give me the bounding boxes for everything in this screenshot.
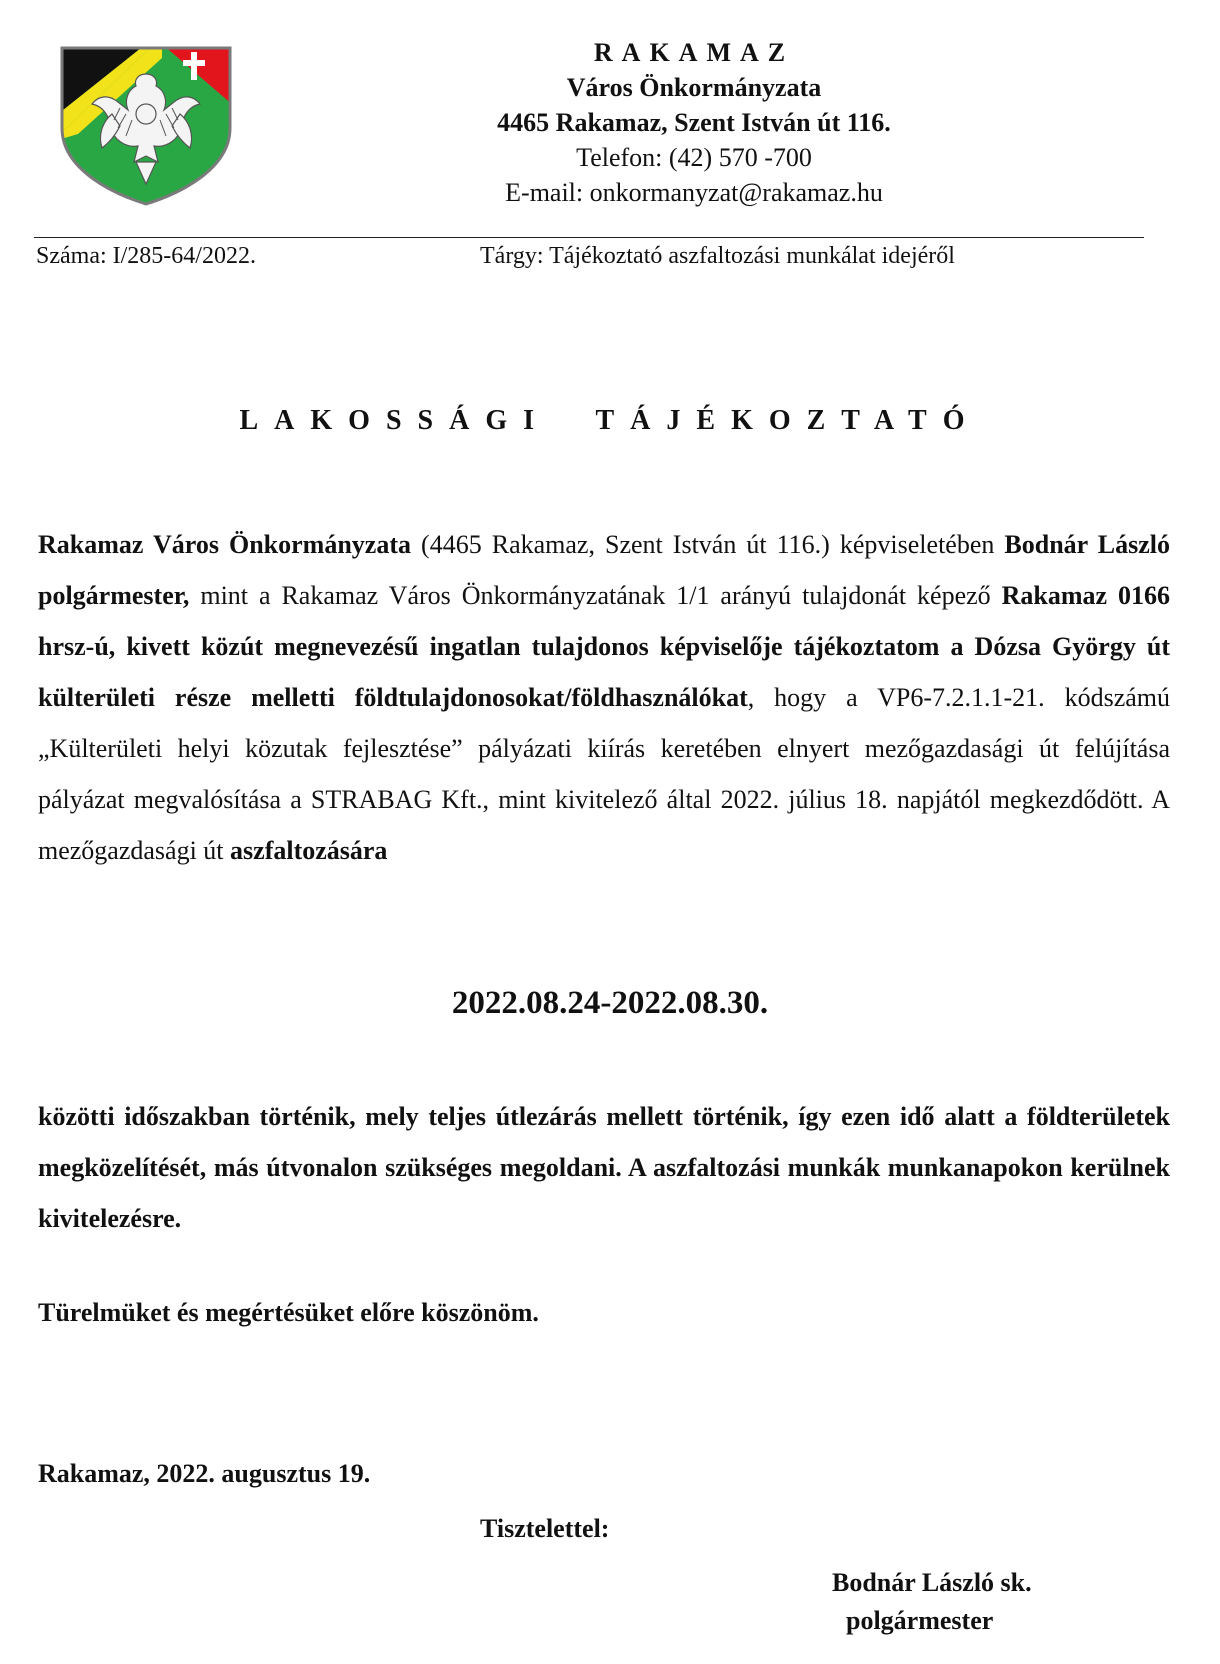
letterhead: [420, 36, 968, 210]
para1-bold-3: Rakamaz 0166 hrsz-ú, kivett közút megnevezésű ingatlan tulajdonos képviselője tájékoztatom a Dózsa György út külterületi része melletti földtulajdonosokat/földhasználókat: [38, 581, 1170, 712]
place-and-date: Rakamaz, 2022. augusztus 19.: [38, 1459, 371, 1488]
signatory-name: Bodnár László sk.: [832, 1568, 1032, 1597]
notice-paragraph-1: [38, 519, 1170, 876]
work-period: 2022.08.24-2022.08.30.: [451, 985, 769, 1021]
header-divider: [34, 237, 1144, 238]
town-name: RAKAMAZ: [593, 38, 795, 67]
authority-name: Város Önkormányzata: [566, 73, 822, 102]
para2-text-2: . A aszfaltozási munkák munkanapokon kerülnek kivitelezésre.: [38, 1153, 1171, 1233]
authority-phone: Telefon: (42) 570 -700: [576, 143, 812, 172]
authority-address: 4465 Rakamaz, Szent István út 116.: [497, 108, 891, 137]
para1-bold-4: aszfaltozására: [230, 836, 388, 865]
reference-number: Száma: I/285-64/2022.: [36, 243, 256, 269]
closing-greeting: Tisztelettel:: [480, 1514, 610, 1543]
document-title: LAKOSSÁGI TÁJÉKOZTATÓ: [239, 405, 981, 436]
para1-bold-2: Bodnár László polgármester,: [38, 530, 1170, 610]
authority-email: E-mail: onkormanyzat@rakamaz.hu: [505, 178, 883, 207]
thanks-line: Türelmüket és megértésüket előre köszönöm.: [38, 1298, 539, 1327]
para2-text-1: közötti időszakban történik, mely teljes útlezárás mellett történik, így ezen idő alatt a földterületek megközelítését, más útvonalon szükséges megoldani: [38, 1102, 1170, 1182]
town-coat-of-arms: [58, 44, 234, 206]
para1-text-2: mint a Rakamaz Város Önkormányzatának 1/1 arányú tulajdonát képező: [189, 581, 1002, 610]
para1-bold-1: Rakamaz Város Önkormányzata: [38, 530, 412, 559]
coat-of-arms-icon: [58, 44, 234, 206]
para1-text-3: , hogy a VP6-7.2.1.1-21. kódszámú „Külterületi helyi közutak fejlesztése” pályázati kiírás keretében elnyert mezőgazdasági út felújítása pályázat megvalósítása a STRABAG Kft., mint kivitelező által 2022. július 18. napjától megkezdődött. A mezőgazdasági út: [38, 683, 1170, 865]
para1-text-1: (4465 Rakamaz, Szent István út 116.) képviseletében: [411, 530, 1005, 559]
notice-paragraph-2: [38, 1091, 1170, 1244]
subject-line: Tárgy: Tájékoztató aszfaltozási munkálat idejéről: [480, 243, 955, 269]
signatory-role: polgármester: [846, 1606, 994, 1635]
